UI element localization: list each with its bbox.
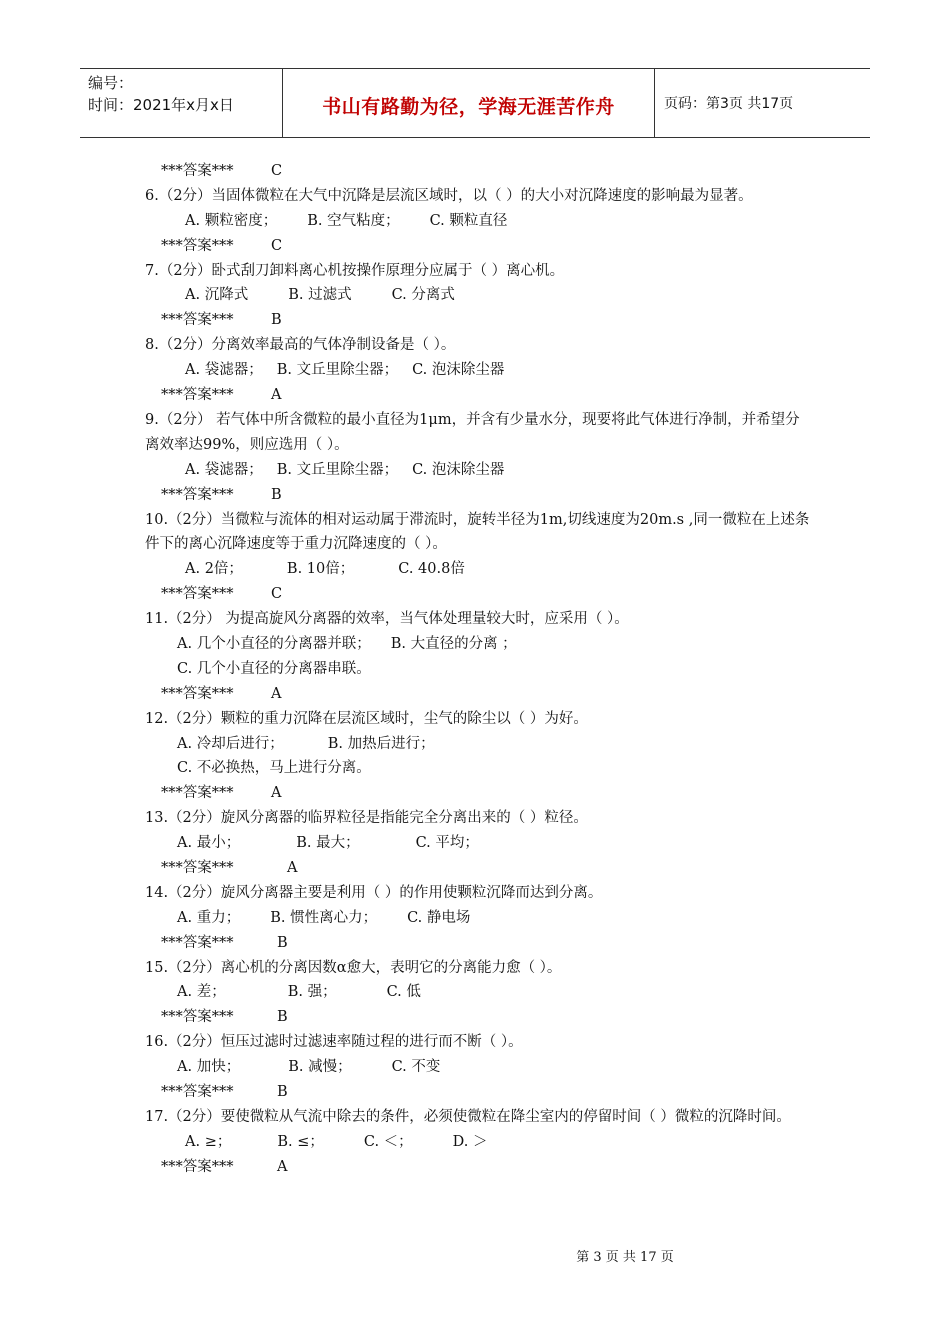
header-motto: 书山有路勤为径，学海无涯苦作舟	[322, 96, 615, 118]
answer-value: A	[277, 1158, 288, 1175]
options-line	[145, 1130, 810, 1155]
question-text: 14.（2分）旋风分离器主要是利用（ ）的作用使颗粒沉降而达到分离。	[145, 884, 603, 901]
option: A. 袋滤器；	[185, 461, 263, 478]
options-line	[145, 632, 810, 657]
answer-label: ***答案***	[161, 387, 234, 404]
question-text: 7.（2分）卧式刮刀卸料离心机按操作原理分应属于（ ）离心机。	[145, 262, 565, 279]
page-header	[80, 68, 870, 138]
question-text: 11.（2分） 为提高旋风分离器的效率，当气体处理量较大时，应采用（ ）。	[145, 611, 629, 628]
option: A. 沉降式	[185, 287, 249, 304]
date-label: 时间：2021年x月x日	[88, 96, 234, 114]
options-line	[145, 756, 810, 781]
header-meta	[88, 72, 234, 116]
options-line	[145, 906, 810, 931]
answer-label: ***答案***	[161, 312, 234, 329]
answer-line	[145, 383, 810, 408]
options-line	[145, 657, 810, 682]
options-line	[145, 831, 810, 856]
answer-label: ***答案***	[161, 486, 234, 503]
option: C. 静电场	[407, 909, 471, 926]
answer-line	[145, 483, 810, 508]
option: B. 10倍；	[286, 561, 355, 578]
answer-value: B	[277, 934, 288, 951]
option: A. 冷却后进行；	[177, 735, 284, 752]
answer-value: C	[271, 586, 283, 603]
question-text: 9.（2分） 若气体中所含微粒的最小直径为1μm，并含有少量水分，现要将此气体进行净制，并希望分离效率达99%，则应选用（ ）。	[145, 411, 800, 453]
option: A. 重力；	[177, 909, 241, 926]
answer-value: A	[271, 785, 282, 802]
answer-label: ***答案***	[161, 1009, 234, 1026]
question-text: 17.（2分）要使微粒从气流中除去的条件，必须使微粒在降尘室内的停留时间（ ）微粒的沉降时间。	[145, 1108, 791, 1125]
option: C. 泡沫除尘器	[412, 362, 505, 379]
option: C. 泡沫除尘器	[412, 461, 505, 478]
option: C. ＜；	[363, 1133, 413, 1150]
answer-line	[145, 159, 810, 184]
option: A. 加快；	[177, 1059, 241, 1076]
answer-line	[145, 781, 810, 806]
answer-value: A	[287, 860, 298, 877]
answer-label: ***答案***	[161, 586, 234, 603]
answer-line	[145, 931, 810, 956]
option: A. 袋滤器；	[185, 362, 263, 379]
option: B. 加热后进行；	[327, 735, 435, 752]
question-text: 13.（2分）旋风分离器的临界粒径是指能完全分离出来的（ ）粒径。	[145, 810, 588, 827]
option: A. 颗粒密度；	[185, 212, 278, 229]
answer-label: ***答案***	[161, 785, 234, 802]
option: A. 差；	[177, 984, 226, 1001]
options-line	[145, 557, 810, 582]
options-line	[145, 283, 810, 308]
options-line	[145, 980, 810, 1005]
option: B. 强；	[287, 984, 337, 1001]
options-line	[145, 458, 810, 483]
answer-line	[145, 234, 810, 259]
option: B. 文丘里除尘器；	[276, 362, 399, 379]
option: B. 惯性离心力；	[270, 909, 378, 926]
answer-value: A	[271, 387, 282, 404]
options-line	[145, 209, 810, 234]
answer-line	[145, 1155, 810, 1180]
option: C. 不变	[391, 1059, 441, 1076]
answer-line	[145, 308, 810, 333]
answer-label: ***答案***	[161, 860, 234, 877]
page-footer: 第 3 页 共 17 页	[576, 1250, 674, 1265]
question-text: 10.（2分）当微粒与流体的相对运动属于滞流时，旋转半径为1m,切线速度为20m.s ,同一微粒在上述条件下的离心沉降速度等于重力沉降速度的（ ）。	[145, 511, 810, 553]
answer-value: B	[271, 312, 282, 329]
option: C. 40.8倍	[398, 561, 465, 578]
option: C. 分离式	[391, 287, 455, 304]
options-line	[145, 358, 810, 383]
answer-label: ***答案***	[161, 1084, 234, 1101]
answer-line	[145, 856, 810, 881]
answer-value: C	[271, 237, 283, 254]
option: B. 文丘里除尘器；	[276, 461, 399, 478]
question-list	[145, 159, 810, 1180]
answer-value: B	[277, 1084, 288, 1101]
question-text: 8.（2分）分离效率最高的气体净制设备是（ ）。	[145, 337, 456, 354]
option: B. 空气粘度；	[307, 212, 400, 229]
answer-label: ***答案***	[161, 163, 234, 179]
answer-line	[145, 1005, 810, 1030]
question-text: 6.（2分）当固体微粒在大气中沉降是层流区域时，以（ ）的大小对沉降速度的影响最为显著。	[145, 187, 753, 204]
option: A. 最小；	[177, 835, 241, 852]
option: A. ≥；	[185, 1133, 232, 1150]
option: C. 低	[386, 984, 421, 1001]
option: C. 平均；	[415, 835, 479, 852]
answer-line	[145, 582, 810, 607]
question-text: 16.（2分）恒压过滤时过滤速率随过程的进行而不断（ ）。	[145, 1034, 523, 1051]
option: D. ＞	[452, 1133, 488, 1150]
answer-value: B	[277, 1009, 288, 1026]
question-text: 15.（2分）离心机的分离因数α愈大，表明它的分离能力愈（ ）。	[145, 959, 562, 976]
option: B. 过滤式	[288, 287, 352, 304]
option: B. ≤；	[277, 1133, 324, 1150]
option: A. 2倍；	[185, 561, 243, 578]
header-divider	[654, 69, 655, 137]
answer-label: ***答案***	[161, 934, 234, 951]
question-text: 12.（2分）颗粒的重力沉降在层流区域时，尘气的除尘以（ ）为好。	[145, 710, 588, 727]
options-line	[145, 1055, 810, 1080]
option: C. 几个小直径的分离器串联。	[177, 660, 371, 677]
answer-value: C	[271, 163, 283, 179]
options-line	[145, 732, 810, 757]
option: B. 大直径的分离 ；	[390, 636, 517, 652]
option: B. 最大；	[296, 835, 360, 852]
option: C. 不必换热，马上进行分离。	[177, 760, 371, 777]
answer-label: ***答案***	[161, 1158, 234, 1175]
option: B. 减慢；	[288, 1059, 352, 1076]
answer-value: B	[271, 486, 282, 503]
option: A. 几个小直径的分离器并联；	[177, 636, 371, 652]
option: C. 颗粒直径	[429, 212, 508, 229]
answer-label: ***答案***	[161, 685, 234, 702]
answer-label: ***答案***	[161, 237, 234, 254]
answer-value: A	[271, 685, 282, 702]
page-info: 页码：第3页 共17页	[664, 96, 794, 112]
number-label: 编号：	[88, 74, 134, 92]
answer-line	[145, 1080, 810, 1105]
answer-line	[145, 682, 810, 707]
